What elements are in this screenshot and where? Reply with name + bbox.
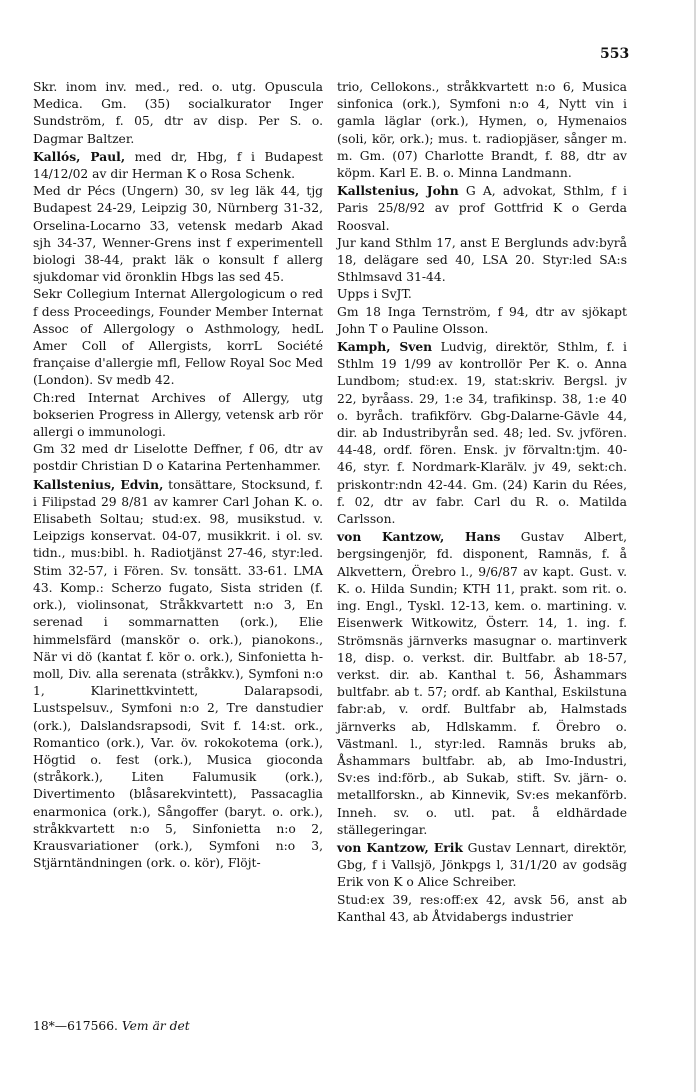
entry-text: Gm 32 med dr Liselotte Deffner, f 06, dtr av postdir Christian D o Katarina Pertenhammer. xyxy=(33,442,323,474)
entry-name: Kallstenius, John xyxy=(337,183,459,199)
entry-text: Skr. inom inv. med., red. o. utg. Opuscula Medica. Gm. (35) socialkurator Inger Sundström, f. 05, dtr av disp. Per S. o. Dagmar Baltzer. xyxy=(33,80,323,146)
entry-paragraph xyxy=(337,235,627,287)
biography-entry xyxy=(337,528,627,839)
entry-name: von Kantzow, Hans xyxy=(337,529,501,545)
biography-entry xyxy=(337,182,627,235)
entry-text: Gm 18 Inga Ternström, f 94, dtr av sjökapt John T o Pauline Olsson. xyxy=(337,304,627,336)
right-column xyxy=(337,79,627,926)
entry-text: Sekr Collegium Internat Allergologicum o red f dess Proceedings, Founder Member Internat Assoc of Allergology o Asthmology, hedL Amer Coll of Allergists, korrL Société française d'allergie mfl, Fellow Royal Soc Med (London). Sv medb 42. xyxy=(33,287,323,388)
footer-signature: 18*—617566. xyxy=(33,1019,118,1033)
entry-paragraph xyxy=(33,79,323,148)
entry-name: Kallstenius, Edvin, xyxy=(33,476,164,492)
entry-text: Gustav Albert, bergsingenjör, fd. disponent, Ramnäs, f. å Alkvettern, Örebro l., 9/6/87 av kapt. Gust. v. K. o. Hilda Sundin; KTH 11, prakt. som rit. o. ing. Engl., Tyskl. 12-13, kem. o. martining. v. Eisenwerk Witkowitz, Österr. 14, 1. ing. f. Strömsnäs järnverks masugnar o. martinverk 18, disp. o. verkst. dir. Bultfabr. ab 18-57, verkst. dir. ab. Kanthal t. 56, Åshammars bultfabr. ab t. 57; ordf. ab Kanthal, Eskilstuna fabr:ab, v. ordf. Bultfabr ab, Halmstads järnverks ab, Hdlskamm. f. Örebro o. Västmanl. l., styr:led. Ramnäs bruks ab, Åshammars bultfabr. ab, ab Imo-Industri, Sv:es ind:förb., ab Sukab, stift. Sv. järn- o. metallforskn., ab Kinnevik, Sv:es mekanförb. Inneh. sv. o. utl. pat. å eldhärdade ställegeringar. xyxy=(337,530,627,837)
entry-text: med dr, Hbg, f i Budapest 14/12/02 av dir Herman K o Rosa Schenk. xyxy=(33,149,323,182)
entry-text: trio, Cellokons., stråkkvartett n:o 6, Musica sinfonica (ork.), Symfoni n:o 4, Nytt vin i gamla läglar (ork.), Hymen, o, Hymenaios (soli, kör, ork.); mus. t. radiopjäser, sånger m. m. Gm. (07) Charlotte Brandt, f. 88, dtr av köpm. Karl E. B. o. Minna Landmann. xyxy=(337,80,627,181)
entry-text: Ludvig, direktör, Sthlm, f. i Sthlm 19 1/99 av kontrollör Per K. o. Anna Lundbom; stud:ex. 19, stat:skriv. Bergsl. jv 22, byråass. 29, 1:e 34, trafikinsp. 38, 1:e 40 o. byråch. trafikförv. Gbg-Dalarne-Gävle 44, dir. ab Industribyrån sed. 48; led. Sv. jvfören. 44-48, ordf. fören. Ensk. jv förvaltn:tjm. 40-46, styr. f. Nordmark-Klarälv. jv 49, sekt:ch. priskontr:ndn 42-44. Gm. (24) Karin du Rées, f. 02, dtr av fabr. Carl du R. o. Matilda Carlsson. xyxy=(337,340,627,527)
entry-text: tonsättare, Stocksund, f. i Filipstad 29 8/81 av kamrer Carl Johan K. o. Elisabeth Soltau; stud:ex. 98, musikstud. v. Leipzigs konservat. 04-07, musikkrit. i ol. sv. tidn., mus:bibl. h. Radiotjänst 27-46, styr:led. Stim 32-57, i Fören. Sv. tonsätt. 33-61. LMA 43. Komp.: Scherzo fugato, Sista striden (f. ork.), violinsonat, Stråkkvartett n:o 3, En serenad i sommarnatten (ork.), Elie himmelsfärd (manskör o. ork.), pianokons., När vi dö (kantat f. kör o. ork.), Sinfonietta h-moll, Div. alla serenata (stråkkv.), Symfoni n:o 1, Klarinettkvintett, Dalarapsodi, Lustspelsuv., Symfoni n:o 2, Tre danstudier (ork.), Dalslandsrapsodi, Svit f. 14:st. ork., Romantico (ork.), Var. öv. rokokotema (ork.), Högtid o. fest (ork.), Musica gioconda (stråkork.), Liten Falumusik (ork.), Divertimento (blåsarekvintett), Passacaglia enarmonica (ork.), Sångoffer (baryt. o. ork.), stråkkvartett n:o 5, Sinfonietta n:o 2, Krausvariationer (ork.), Symfoni n:o 3, Stjärntändningen (ork. o. kör), Flöjt- xyxy=(33,477,323,871)
entry-text: Upps i SvJT. xyxy=(337,287,412,302)
entry-text: Med dr Pécs (Ungern) 30, sv leg läk 44, tjg Budapest 24-29, Leipzig 30, Nürnberg 31-32, Orselina-Locarno 33, vetensk medarb Akad sjh 34-37, Wenner-Grens inst f experimentell biologi 38-44, prakt läk o konsult f allerg sjukdomar vid öronklin Hbgs las sed 45. xyxy=(33,184,323,285)
biography-entry xyxy=(337,338,627,528)
entry-paragraph xyxy=(33,441,323,475)
entry-paragraph xyxy=(33,286,323,389)
biography-entry xyxy=(33,148,323,183)
page-number: 553 xyxy=(600,46,630,62)
entry-text: G A, advokat, Sthlm, f i Paris 25/8/92 av prof Gottfrid K o Gerda Roosval. xyxy=(337,184,627,233)
entry-paragraph xyxy=(33,183,323,286)
entry-paragraph xyxy=(337,892,627,926)
page-footer xyxy=(33,1018,190,1035)
entry-paragraph xyxy=(33,390,323,442)
entry-name: von Kantzow, Erik xyxy=(337,839,463,855)
left-column xyxy=(33,79,323,872)
biography-entry xyxy=(33,476,323,873)
entry-paragraph xyxy=(337,286,627,303)
entry-paragraph xyxy=(337,304,627,338)
biography-entry xyxy=(337,839,627,892)
entry-text: Stud:ex 39, res:off:ex 42, avsk 56, anst ab Kanthal 43, ab Åtvidabergs industrier xyxy=(337,892,627,924)
entry-text: Ch:red Internat Archives of Allergy, utg bokserien Progress in Allergy, vetensk arb rör allergi o immunologi. xyxy=(33,390,323,440)
entry-name: Kamph, Sven xyxy=(337,339,433,355)
entry-text: Gustav Lennart, direktör, Gbg, f i Vallsjö, Jönkpgs l, 31/1/20 av godsäg Erik von K o Alice Schreiber. xyxy=(337,840,627,890)
entry-paragraph xyxy=(337,79,627,182)
entry-name: Kallós, Paul, xyxy=(33,148,126,164)
entry-text: Jur kand Sthlm 17, anst E Berglunds adv:byrå 18, delägare sed 40, LSA 20. Styr:led SA:s Sthlmsavd 31-44. xyxy=(337,235,627,285)
footer-book-title: Vem är det xyxy=(121,1019,190,1033)
